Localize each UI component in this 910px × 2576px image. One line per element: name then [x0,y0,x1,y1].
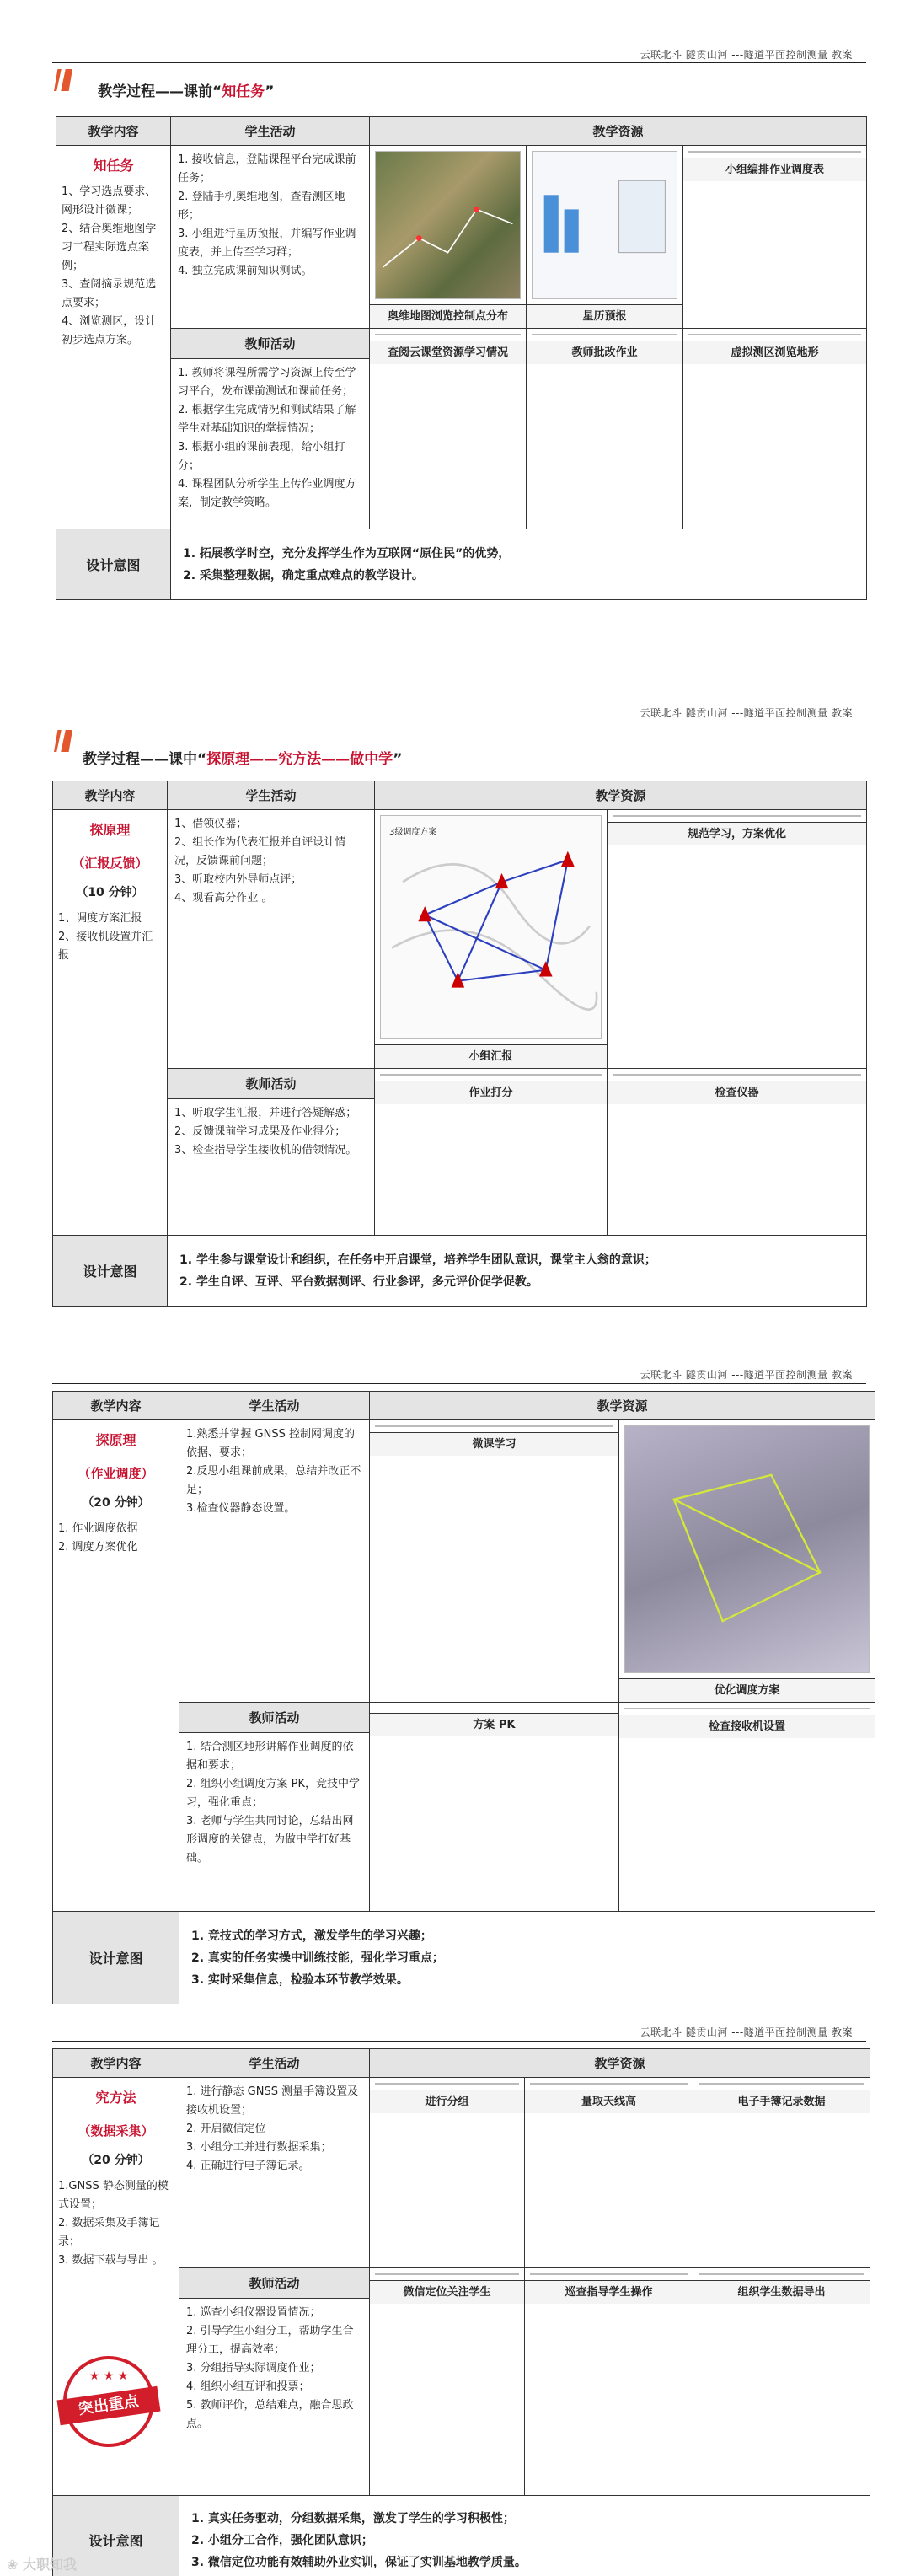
teacher-activity: 1. 巡查小组仪器设置情况； 2. 引导学生小组分工，帮助学生合理分工，提高效率； 3. 分组指导实际调度作业； 4. 组织小组互评和投票； 5. 教师评价，总结难点，融合思政点。 [186,2306,354,2430]
caption: 教师批改作业 [527,341,682,364]
schedule-table-image [688,151,861,153]
data-export-phone-image [699,2273,864,2275]
micro-lesson-video[interactable] [375,1425,613,1427]
content-cell [53,1420,179,1912]
stamp-text: 突出重点 [56,2386,160,2425]
flag-icon [54,69,72,91]
content-cell [56,146,171,529]
caption: 巡查指导学生操作 [525,2280,693,2304]
teacher-activity: 1. 教师将课程所需学习资源上传至学习平台，发布课前测试和课前任务； 2. 根据学生完成情况和测试结果了解学生对基础知识的掌握情况； 3. 根据小组的课前表现，给小组打分； 4. 课程团队分析学生上传作业调度方案，制定教学策略。 [178,367,356,509]
grading-screen-image [380,1074,602,1076]
caption: 星历预报 [527,304,682,328]
teacher-cell [179,2268,370,2496]
content-cell [53,810,168,1236]
student-activity: 1. 进行静态 GNSS 测量手簿设置及接收机设置； 2. 开启微信定位 3. 小组分工并进行数据采集； 4. 正确进行电子簿记录。 [179,2078,370,2268]
col-header-content: 教学内容 [56,117,171,146]
divider [52,1383,866,1384]
content-sub: （汇报反馈） [72,856,148,871]
receiver-setup-image [624,1708,870,1709]
content-list: 1.GNSS 静态测量的模式设置； 2. 数据采集及手簿记录； 3. 数据下载与导出 。 [58,2180,169,2267]
col-header-resource: 教学资源 [375,781,867,810]
student-activity: 1. 接收信息，登陆课程平台完成课前任务； 2. 登陆手机奥维地图，查看测区地形； 3. 小组进行星历预报，并编写作业调度表，并上传至学习群； 4. 独立完成课前知识测试。 [171,146,370,329]
design-intent: 1. 真实任务驱动，分组数据采集，激发了学生的学习积极性； 2. 小组分工合作，强化团队意识； 3. 微信定位功能有效辅助外业实训，保证了实训基地教学质量。 [179,2496,870,2576]
content-list: 1、调度方案汇报 2、接收机设置并汇报 [58,912,153,962]
phone-title [713,2274,851,2275]
col-header-student: 学生活动 [179,2049,370,2078]
gb-standard-image [613,815,861,817]
lesson-table-4 [52,2048,870,2576]
instrument-image [613,1074,861,1076]
grouping-screen-image [375,2083,519,2085]
content-sub: （作业调度） [78,1466,154,1481]
map-label: 3级调度方案 [389,828,437,837]
content-list: 1. 作业调度依据 2. 调度方案优化 [58,1522,138,1554]
caption: 检查接收机设置 [619,1715,875,1738]
intent-header: 设计意图 [53,1236,168,1307]
play-icon[interactable] [479,1425,510,1427]
content-list: 1、学习选点要求、网形设计微课； 2、结合奥维地图学习工程实际选点案例； 3、查阅摘录规范选点要求； 4、浏览测区，设计初步选点方案。 [62,185,157,346]
lesson-table-2 [52,781,867,1307]
intent-header: 设计意图 [56,529,171,600]
content-time: （20 分钟） [82,2154,150,2167]
content-cell [53,2078,179,2496]
caption: 作业打分 [375,1081,607,1104]
network-map-image [380,815,602,1039]
teacher-header: 教师活动 [168,1069,374,1099]
page-header-1: 云联北斗 隧贯山河 ---隧道平面控制测量 教案 [640,49,853,61]
caption: 进行分组 [370,2090,524,2113]
design-intent: 1. 学生参与课堂设计和组织，在任务中开启课堂，培养学生团队意识，课堂主人翁的意识； 2. 学生自评、互评、平台数据测评、行业参评，多元评价促学促教。 [168,1236,867,1307]
teacher-header: 教师活动 [179,2268,369,2299]
divider [52,62,866,63]
teacher-cell [179,1703,370,1912]
phone-grading-image [532,334,677,335]
student-activity: 1.熟悉并掌握 GNSS 控制网调度的依据、要求； 2.反思小组课前成果，总结并改正不足； 3.检查仪器静态设置。 [179,1420,370,1703]
caption: 优化调度方案 [619,1678,875,1702]
col-header-content: 教学内容 [53,781,168,810]
caption: 奥维地图浏览控制点分布 [370,304,526,328]
flag-icon [54,730,72,752]
footer-watermark: ❀ 大职知我 [7,2557,77,2573]
caption: 微课学习 [370,1432,618,1456]
col-header-content: 教学内容 [53,2049,179,2078]
intent-header: 设计意图 [53,2496,179,2576]
phone-title [543,2274,674,2275]
page-header-2: 云联北斗 隧贯山河 ---隧道平面控制测量 教案 [640,707,853,719]
col-header-content: 教学内容 [53,1392,179,1420]
highlight-stamp: ★ ★ ★ 突出重点 [63,2356,154,2447]
content-name: 探原理 [95,1432,136,1448]
static-setup-phone-image [530,2273,688,2275]
section-title-2: 教学过程——课中“探原理——究方法——做中学” [83,751,403,768]
cloud-class-image [375,334,521,335]
wechat-location-image [375,2273,519,2275]
caption: 微信定位关注学生 [370,2280,524,2304]
caption: 查阅云课堂资源学习情况 [370,341,526,364]
teacher-header: 教师活动 [171,329,369,359]
terrain-scheme-image [624,1425,870,1673]
teacher-cell [171,329,370,529]
col-header-resource: 教学资源 [370,117,867,146]
caption: 电子手簿记录数据 [693,2090,870,2113]
map-image [375,151,521,299]
col-header-resource: 教学资源 [370,2049,870,2078]
teacher-header: 教师活动 [179,1703,369,1733]
teacher-activity: 1、听取学生汇报，并进行答疑解惑； 2、反馈课前学习成果及作业得分； 3、检查指导学生接收机的借领情况。 [174,1107,357,1157]
design-intent: 1. 拓展教学时空，充分发挥学生作为互联网“原住民”的优势， 2. 采集整理数据，确定重点难点的教学设计。 [171,529,867,600]
col-header-student: 学生活动 [168,781,375,810]
phone-record-image [699,2083,864,2085]
teacher-cell [168,1069,375,1236]
caption: 虚拟测区浏览地形 [683,341,866,364]
caption: 方案 PK [370,1713,618,1736]
section-title-1: 教学过程——课前“知任务” [98,83,275,100]
caption: 检查仪器 [608,1081,866,1104]
intent-header: 设计意图 [53,1912,179,2004]
phone-title [719,2084,843,2085]
col-header-student: 学生活动 [171,117,370,146]
divider [52,2041,866,2042]
caption: 小组汇报 [375,1044,607,1068]
col-header-resource: 教学资源 [370,1392,875,1420]
student-activity: 1、借领仪器； 2、组长作为代表汇报并自评设计情况，反馈课前问题； 3、听取校内外导师点评； 4、观看高分作业 。 [168,810,375,1069]
caption: 量取天线高 [525,2090,693,2113]
antenna-height-image [530,2083,688,2085]
caption: 小组编排作业调度表 [683,158,866,181]
lesson-table-3 [52,1391,875,2004]
teacher-activity: 1. 结合测区地形讲解作业调度的依据和要求； 2. 组织小组调度方案 PK，竞技中学习，强化重点； 3. 老师与学生共同讨论，总结出网形调度的关键点，为做中学打好基础。 [186,1741,361,1865]
content-name: 知任务 [93,158,134,174]
lesson-table-1 [56,116,867,600]
page-header-4: 云联北斗 隧贯山河 ---隧道平面控制测量 教案 [640,2026,853,2038]
page-header-3: 云联北斗 隧贯山河 ---隧道平面控制测量 教案 [640,1369,853,1381]
caption: 规范学习，方案优化 [608,822,866,845]
satellite-forecast-image [532,151,677,299]
col-header-student: 学生活动 [179,1392,370,1420]
content-name: 究方法 [95,2090,136,2106]
content-time: （10 分钟） [76,886,144,899]
content-sub: （数据采集） [78,2123,154,2139]
caption: 组织学生数据导出 [693,2280,870,2304]
design-intent: 1. 竞技式的学习方式，激发学生的学习兴趣； 2. 真实的任务实操中训练技能，强化学习重点； 3. 实时采集信息，检验本环节教学效果。 [179,1912,875,2004]
content-time: （20 分钟） [82,1496,150,1510]
virtual-terrain-image [688,334,861,335]
content-name: 探原理 [89,822,131,838]
